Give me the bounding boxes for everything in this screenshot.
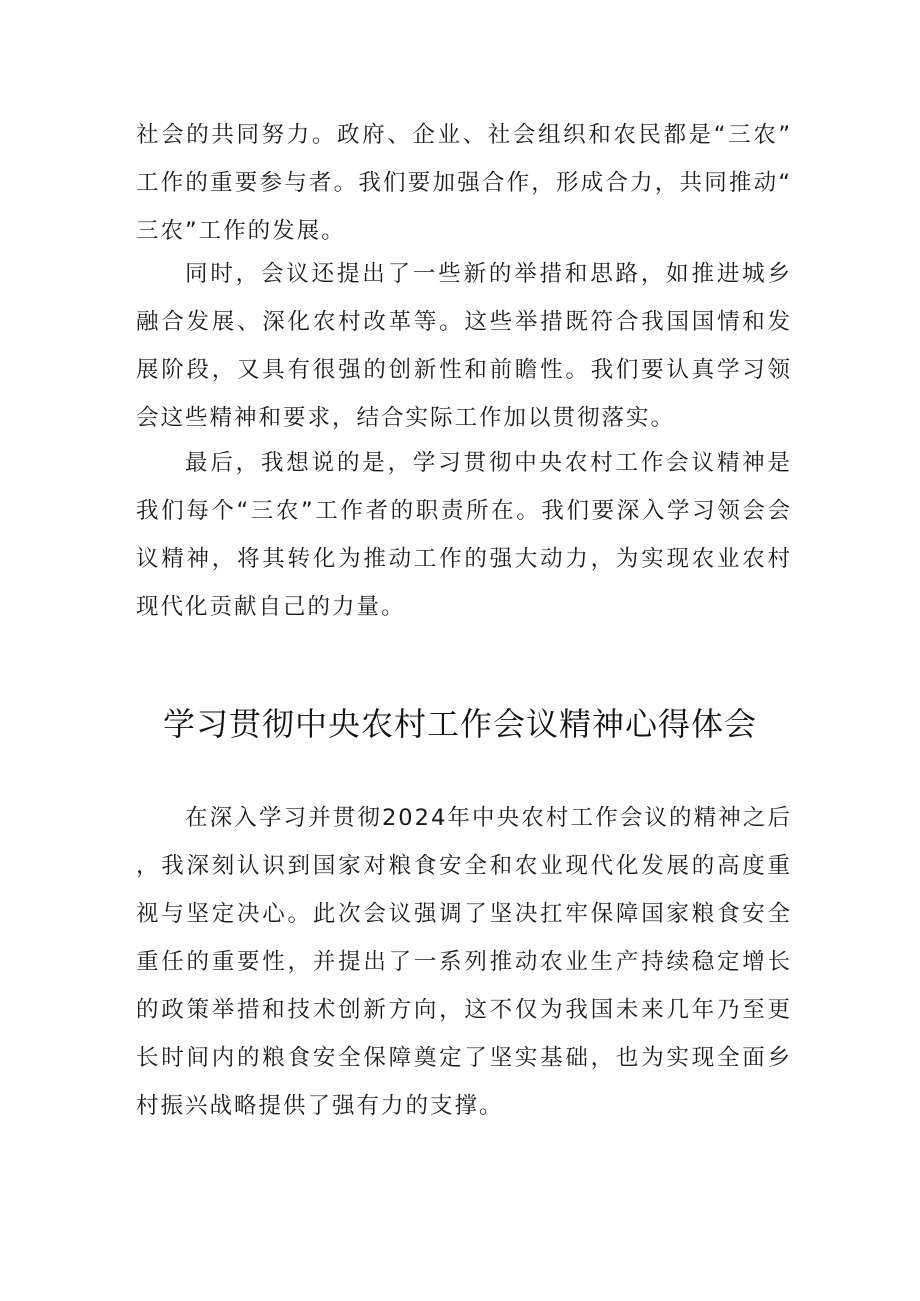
paragraph-continuation: 社会的共同努力。政府、企业、社会组织和农民都是“三农”工作的重要参与者。我们要加强合作，形成合力，共同推动“三农”工作的发展。	[136, 122, 792, 244]
paragraph-conclusion: 最后，我想说的是，学习贯彻中央农村工作会议精神是我们每个“三农”工作者的职责所在。我们要深入学习领会会议精神，将其转化为推动工作的强大动力，为实现农业农村现代化贡献自己的力量。	[136, 450, 792, 620]
article-title: 学习贯彻中央农村工作会议精神心得体会	[162, 705, 757, 743]
paragraph-intro: 在深入学习并贯彻2024年中央农村工作会议的精神之后，我深刻认识到国家对粮食安全和农业现代化发展的高度重视与坚定决心。此次会议强调了坚决扛牢保障国家粮食安全重任的重要性，并提出了一系列推动农业生产持续稳定增长的政策举措和技术创新方向，这不仅为我国未来几年乃至更长时间内的粮食安全保障奠定了坚实基础，也为实现全面乡村振兴战略提供了强有力的支撑。	[136, 805, 792, 1119]
paragraph-new-measures: 同时，会议还提出了一些新的举措和思路，如推进城乡融合发展、深化农村改革等。这些举措既符合我国国情和发展阶段，又具有很强的创新性和前瞻性。我们要认真学习领会这些精神和要求，结合实际工作加以贯彻落实。	[136, 261, 792, 431]
